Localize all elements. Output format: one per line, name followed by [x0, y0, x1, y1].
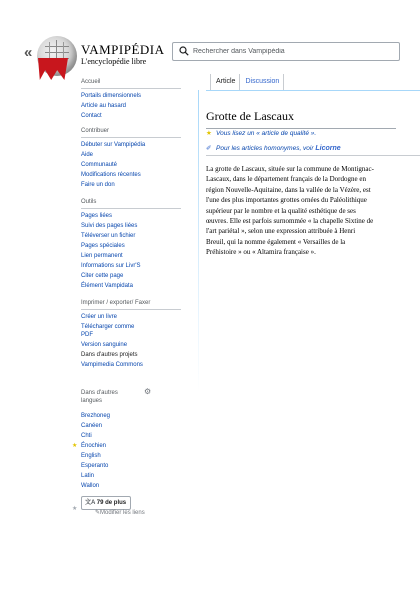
tabs-divider	[206, 90, 420, 91]
sidebar-item-don[interactable]: Faire un don	[81, 182, 115, 188]
featured-star-icon: ★	[72, 443, 78, 449]
sidebar-item-esperanto[interactable]: Esperanto	[81, 463, 109, 469]
sidebar-item-brezhoneg[interactable]: Brezhoneg	[81, 413, 111, 419]
sidebar-heading-contribuer: Contribuer	[81, 127, 181, 138]
quality-notice[interactable]	[206, 129, 316, 137]
edit-links[interactable]	[95, 509, 145, 516]
notice-divider	[206, 155, 420, 156]
sidebar-item-hasard[interactable]: Article au hasard	[81, 103, 127, 109]
sidebar-heading-outils: Outils	[81, 198, 181, 209]
sidebar-item-chti[interactable]: Chti	[81, 433, 92, 439]
edit-links-label: Modifier les liens	[100, 510, 145, 516]
sidebar-item-pages-liees[interactable]: Pages liées	[81, 213, 113, 219]
sidebar-item-pdf[interactable]: Télécharger comme PDF	[81, 324, 135, 338]
sidebar-item-english[interactable]: English	[81, 453, 101, 459]
pencil-icon: ✎	[95, 510, 101, 516]
sidebar-item-autres-projets: Dans d'autres projets	[81, 352, 138, 358]
sidebar-item-accueil[interactable]: Accueil	[81, 78, 181, 89]
tab-discussion[interactable]: Discussion	[239, 74, 284, 90]
homonym-notice-text: Pour les articles homonymes, voir	[216, 145, 316, 152]
site-title: VAMPIPÉDIA	[81, 42, 165, 57]
sidebar-item-lien-permanent[interactable]: Lien permanent	[81, 253, 123, 259]
collapse-chevron-icon[interactable]: «	[24, 44, 30, 61]
sidebar-langues	[72, 387, 181, 510]
homonym-link[interactable]: Licorne	[315, 145, 341, 152]
sidebar-item-version-sanguine[interactable]: Version sanguine	[81, 342, 128, 348]
sidebar-outils	[81, 198, 181, 292]
page-tabs	[210, 74, 284, 90]
sidebar-item-latin[interactable]: Latin	[81, 473, 95, 479]
disambiguation-icon: ✐	[206, 145, 212, 152]
sidebar-item-label: Énochien	[81, 443, 107, 449]
sidebar-item-informations[interactable]: Informations sur Livr'S	[81, 263, 141, 269]
more-languages-label: 79 de plus	[96, 500, 127, 506]
page-title: Grotte de Lascaux	[206, 109, 396, 129]
sidebar-item-televerser[interactable]: Téléverser un fichier	[81, 233, 136, 239]
sidebar-item-vampidata[interactable]: Élément Vampidata	[81, 283, 133, 289]
sidebar-item-citer[interactable]: Citer cette page	[81, 273, 124, 279]
sidebar-item-portails[interactable]: Portails dimensionnels	[81, 93, 142, 99]
content-border	[198, 90, 199, 595]
sidebar-item-debuter[interactable]: Débuter sur Vampipédia	[81, 142, 146, 148]
sidebar-contribuer	[81, 127, 181, 191]
sidebar-item-enochien[interactable]	[72, 442, 181, 450]
sidebar-item-contact[interactable]: Contact	[81, 113, 102, 119]
cape-icon	[38, 58, 68, 80]
sidebar-item-wallon[interactable]: Wallon	[81, 483, 100, 489]
article-body: La grotte de Lascaux, située sur la commune de Montignac-Lascaux, dans le département français de la Dordogne en région Nouvelle-Aquitaine, dans la vallée de la Vézère, est l'une des plus importantes grottes ornées du Paléolithique supérieur par le nombre et la qualité esthétique de ses œuvres. Elle est parfois surnommée « la chapelle Sixtine de l'art pariétal », selon une expression attribuée à Henri Breuil, qui la nomme également « Versailles de la Préhistoire » ou « Altamira française ».	[206, 165, 374, 257]
translate-icon: 文A	[85, 500, 96, 506]
star-icon[interactable]: ★	[72, 506, 78, 512]
star-icon: ★	[206, 130, 212, 137]
search-box[interactable]	[172, 42, 400, 61]
sidebar-navigation	[81, 78, 181, 122]
sidebar-item-modifications[interactable]: Modifications récentes	[81, 172, 141, 178]
sidebar-item-caneen[interactable]: Canéen	[81, 423, 103, 429]
homonym-notice	[206, 144, 341, 152]
sidebar-item-suivi[interactable]: Suivi des pages liées	[81, 223, 138, 229]
sidebar-item-pages-speciales[interactable]: Pages spéciales	[81, 243, 125, 249]
tab-article[interactable]: Article	[210, 74, 239, 90]
sidebar-item-aide[interactable]: Aide	[81, 152, 94, 158]
sidebar-heading-langues: Dans d'autres langues	[81, 390, 118, 404]
sidebar-heading-imprimer: Imprimer / exporter/ Faxer	[81, 299, 181, 310]
sidebar-item-communaute[interactable]: Communauté	[81, 162, 118, 168]
sidebar-item-commons[interactable]: Vampimedia Commons	[81, 362, 143, 368]
search-icon[interactable]	[179, 46, 189, 56]
gear-icon[interactable]: ⚙	[144, 387, 152, 396]
sidebar-item-creer-livre[interactable]: Créer un livre	[81, 314, 118, 320]
quality-notice-text: Vous lisez un « article de qualité ».	[216, 130, 317, 137]
site-subtitle: L'encyclopédie libre	[81, 57, 147, 66]
search-input[interactable]	[193, 43, 393, 60]
sidebar-imprimer	[81, 299, 181, 371]
more-languages-button[interactable]	[81, 496, 131, 510]
